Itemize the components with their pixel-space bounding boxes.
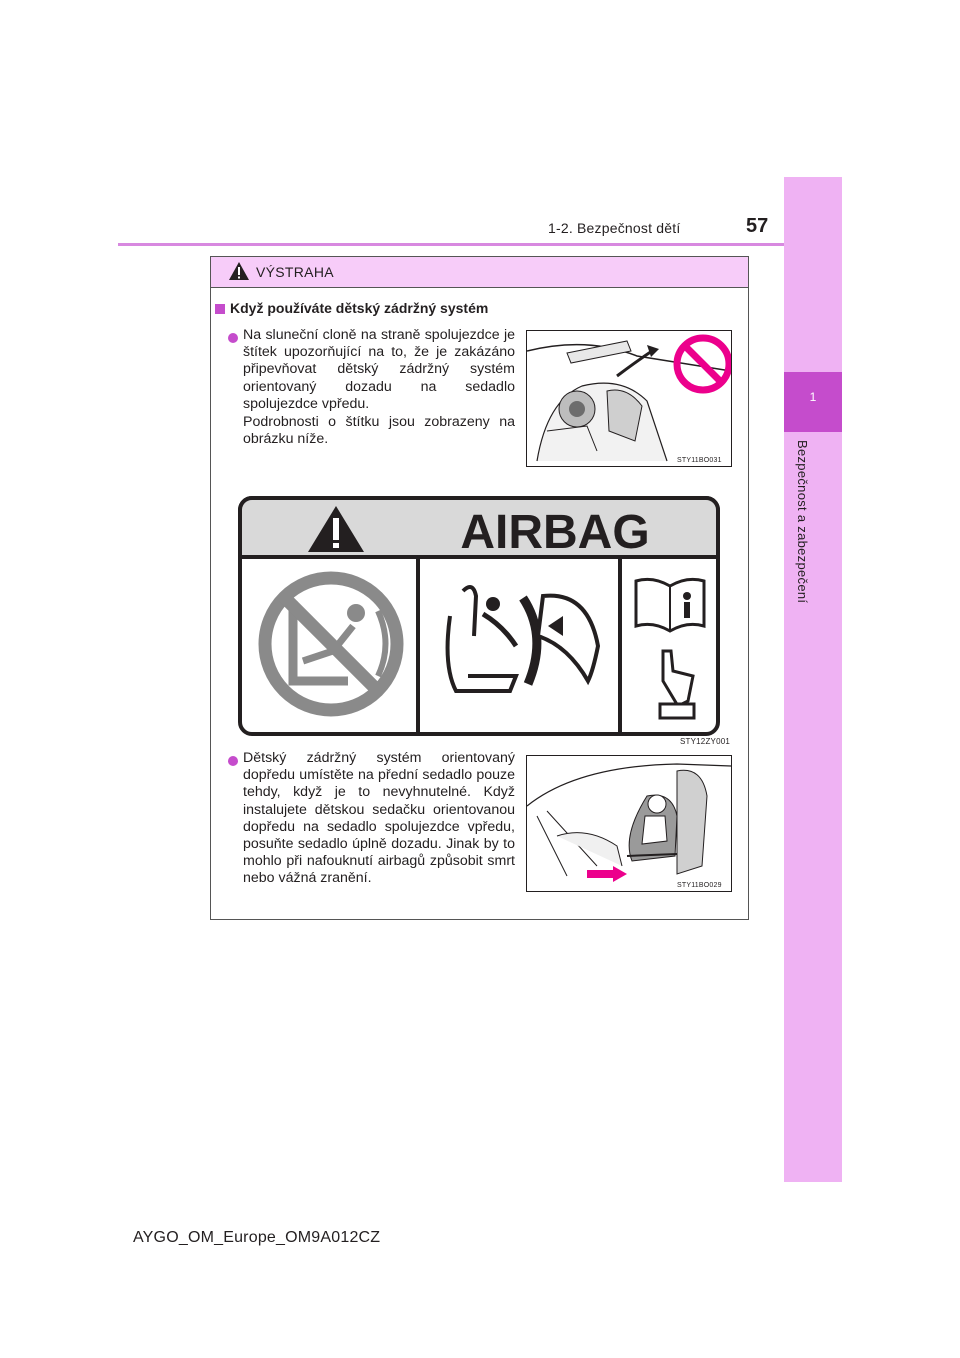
warning-title: VÝSTRAHA [256,264,334,280]
bullet-icon [228,333,238,343]
warning-triangle-icon [228,261,250,281]
child-seat-figure [526,755,732,892]
figure-code: STY11BO029 [677,882,722,889]
chapter-title: Bezpečnost a zabezpečení [795,440,810,604]
header-divider [118,243,784,246]
figure-code: STY11BO031 [677,457,722,464]
square-bullet-icon [215,304,225,314]
warning-item-text: Na sluneční cloně na straně spolujezdce je štítek upozorňující na to, že je zakázáno připevňovat dětský zádržný systém orientovaný dozadu na sedadlo spolujezdce vpředu. [243,327,515,412]
bullet-icon [228,756,238,766]
warning-item-text: Dětský zádržný systém orientovaný dopředu umístěte na přední sedadlo pouze tehdy, když je to nevyhnutelné. Když instalujete dětskou sedačku orientovanou dopředu na sedadlo spolujezdce vpředu, posuňte sedadlo úplně dozadu. Jinak by to mohlo při nafouknutí airbagů způsobit smrt nebo vážná zranění. [243,750,515,887]
label-figure-code: STY12ZY001 [680,737,731,746]
sun-visor-illustration [527,331,731,466]
airbag-warning-label [238,496,720,736]
sun-visor-figure [526,330,732,467]
page-number: 57 [746,215,769,237]
airbag-word: AIRBAG [460,506,650,559]
document-id: AYGO_OM_Europe_OM9A012CZ [133,1229,381,1246]
warning-subheading: Když používáte dětský zádržný systém [230,300,489,316]
warning-item-text-detail: Podrobnosti o štítku jsou zobrazeny na obrázku níže. [243,414,515,448]
section-title: 1-2. Bezpečnost dětí [548,220,681,236]
chapter-number: 1 [809,390,817,404]
chapter-side-tab [784,177,842,1182]
child-seat-illustration [527,756,731,891]
